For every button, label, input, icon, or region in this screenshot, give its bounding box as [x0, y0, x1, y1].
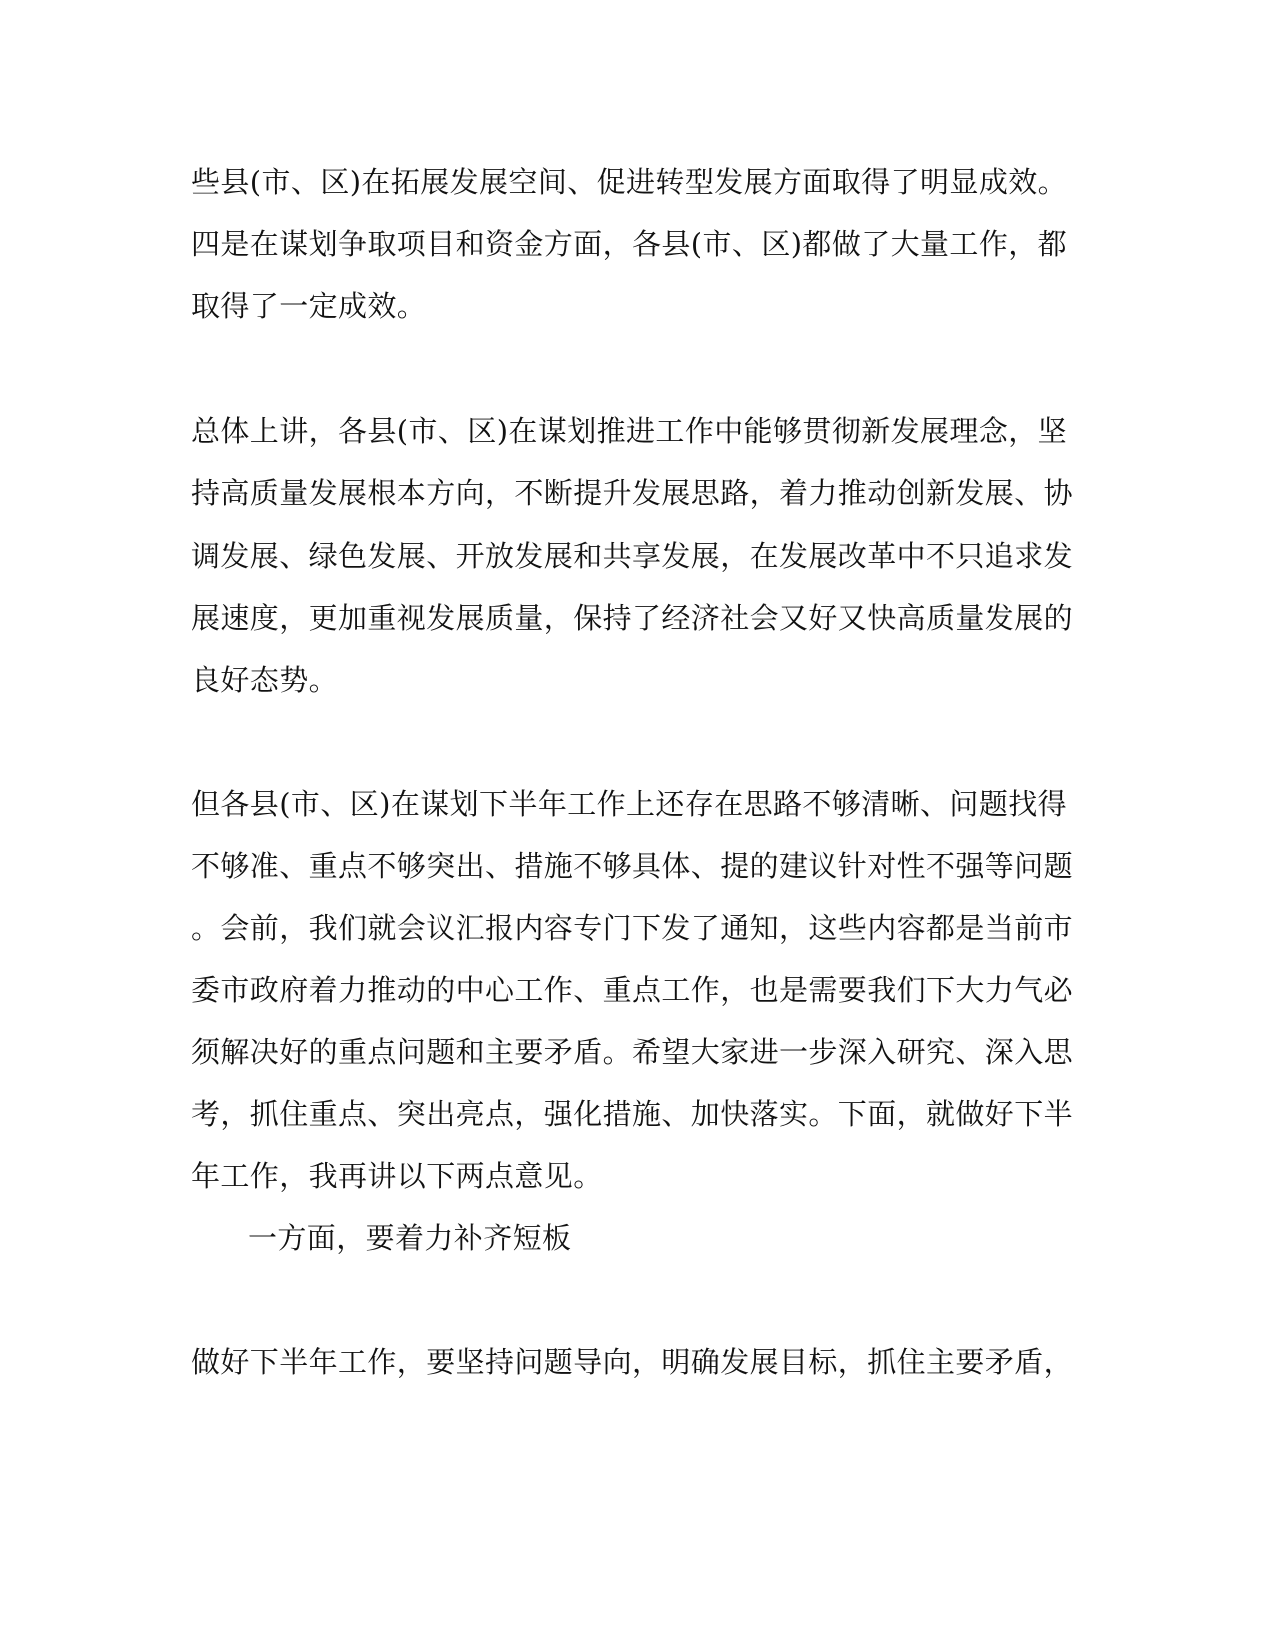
text-line: 四是在谋划争取项目和资金方面，各县(市、区)都做了大量工作，都: [191, 227, 1068, 261]
text-line: 展速度，更加重视发展质量，保持了经济社会又好又快高质量发展的: [191, 601, 1074, 635]
text-line: 良好态势。: [191, 663, 339, 697]
section-heading: 一方面，要着力补齐短板: [248, 1221, 572, 1255]
text-line: 年工作，我再讲以下两点意见。: [191, 1159, 603, 1193]
text-line: 持高质量发展根本方向，不断提升发展思路，着力推动创新发展、协: [191, 476, 1074, 510]
text-line: 总体上讲，各县(市、区)在谋划推进工作中能够贯彻新发展理念，坚: [191, 414, 1068, 448]
text-line: 调发展、绿色发展、开放发展和共享发展，在发展改革中不只追求发: [191, 539, 1074, 573]
text-line: 。会前，我们就会议汇报内容专门下发了通知，这些内容都是当前市: [191, 911, 1074, 945]
text-line: 委市政府着力推动的中心工作、重点工作，也是需要我们下大力气必: [191, 973, 1074, 1007]
text-line: 不够准、重点不够突出、措施不够具体、提的建议针对性不强等问题: [191, 849, 1074, 883]
text-line: 考，抓住重点、突出亮点，强化措施、加快落实。下面，就做好下半: [191, 1097, 1074, 1131]
text-line: 做好下半年工作，要坚持问题导向，明确发展目标，抓住主要矛盾，: [191, 1345, 1074, 1379]
text-line: 但各县(市、区)在谋划下半年工作上还存在思路不够清晰、问题找得: [191, 787, 1068, 821]
text-line: 些县(市、区)在拓展发展空间、促进转型发展方面取得了明显成效。: [191, 165, 1068, 199]
text-line: 须解决好的重点问题和主要矛盾。希望大家进一步深入研究、深入思: [191, 1035, 1074, 1069]
text-line: 取得了一定成效。: [191, 289, 427, 323]
